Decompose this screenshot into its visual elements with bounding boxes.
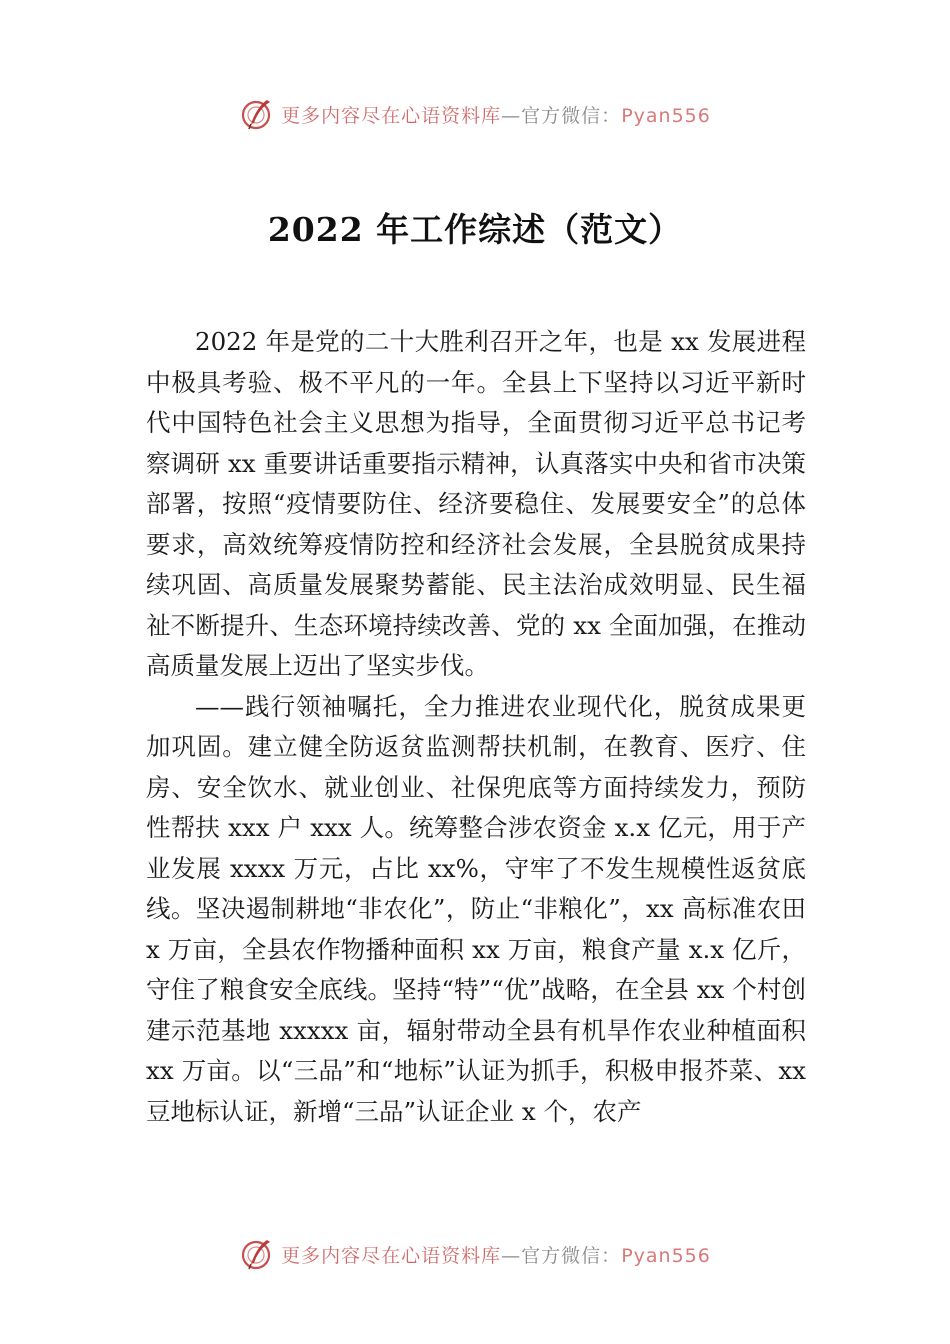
watermark-wechat-label: 官方微信：	[521, 104, 622, 127]
watermark-text	[281, 1241, 711, 1268]
watermark-separator: —	[501, 104, 522, 127]
watermark-brand: 更多内容尽在心语资料库	[281, 1244, 502, 1267]
document-body	[146, 322, 806, 1132]
watermark-brand: 更多内容尽在心语资料库	[281, 104, 502, 127]
quill-pen-logo-icon	[239, 1236, 275, 1272]
document-title: 2022 年工作综述（范文）	[267, 210, 683, 249]
quill-pen-logo-icon	[239, 96, 275, 132]
footer-watermark	[0, 1234, 950, 1274]
watermark-text	[281, 101, 711, 128]
paragraph: 2022 年是党的二十大胜利召开之年，也是 xx 发展进程中极具考验、极不平凡的一年。全县上下坚持以习近平新时代中国特色社会主义思想为指导，全面贯彻习近平总书记考察调研 xx 重要讲话重要指示精神，认真落实中央和省市决策部署，按照“疫情要防住、经济要稳住、发展要安全”的总体要求，高效统筹疫情防控和经济社会发展，全县脱贫成果持续巩固、高质量发展聚势蓄能、民主法治成效明显、民生福祉不断提升、生态环境持续改善、党的 xx 全面加强，在推动高质量发展上迈出了坚实步伐。	[146, 327, 806, 680]
watermark-wechat-id: Pyan556	[621, 104, 711, 127]
header-watermark	[0, 94, 950, 134]
paragraph: ——践行领袖嘱托，全力推进农业现代化，脱贫成果更加巩固。建立健全防返贫监测帮扶机制，在教育、医疗、住房、安全饮水、就业创业、社保兜底等方面持续发力，预防 性帮扶 xxx 户 xxx 人。统筹整合涉农资金 x.x 亿元，用于产业发展 xxxx 万元，占比 xx%，守牢了不发生规模性返贫底线。坚决遏制耕地“非农化”，防止“非粮化”，xx 高标准农田 x 万亩，全县农作物播种面积 xx 万亩，粮食产量 x.x 亿斤，守住了粮食安全底线。坚持“特”“优”战略，在全县 xx 个村创建示范基地 xxxxx 亩，辐射带动全县有机旱作农业种植面积 xx 万亩。以“三品”和“地标”认证为抓手，积极申报芥菜、xx 豆地标认证，新增“三品”认证企业 x 个，农产	[146, 691, 806, 1126]
watermark-separator: —	[501, 1244, 522, 1267]
watermark-wechat-label: 官方微信：	[521, 1244, 622, 1267]
watermark-wechat-id: Pyan556	[621, 1244, 711, 1267]
